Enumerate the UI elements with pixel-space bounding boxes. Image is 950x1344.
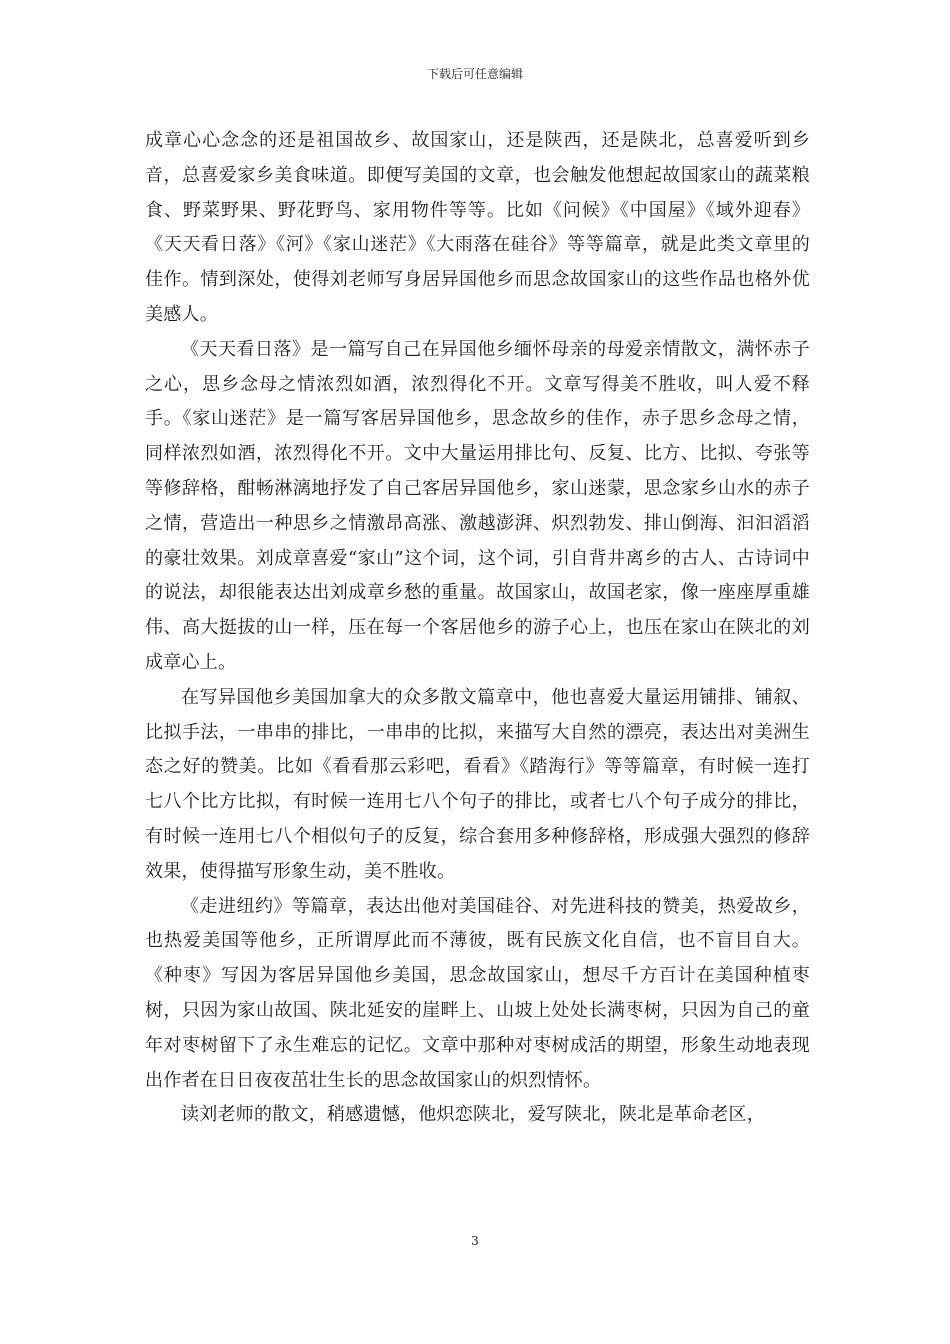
paragraph: 成章心心念念的还是祖国故乡、故国家山，还是陕西，还是陕北，总喜爱听到乡音，总喜爱家乡美食味道。即便写美国的文章，也会触发他想起故国家山的蔬菜粮食、野菜野果、野花野鸟、家用物件等等。比如《问候》《中国屋》《域外迎春》《天天看日落》《河》《家山迷茫》《大雨落在硅谷》等等篇章，就是此类文章里的佳作。情到深处，使得刘老师写身居异国他乡而思念故国家山的这些作品也格外优美感人。	[145, 130, 810, 325]
page-number: 3	[471, 1234, 479, 1248]
page-header: 下载后可任意编辑	[426, 67, 523, 81]
paragraph: 《天天看日落》是一篇写自己在异国他乡缅怀母亲的母爱亲情散文，满怀赤子之心，思乡念母之情浓烈如酒，浓烈得化不开。文章写得美不胜收，叫人爱不释手。《家山迷茫》是一篇写客居异国他乡，思念故乡的佳作，赤子思乡念母之情，同样浓烈如酒，浓烈得化不开。文中大量运用排比句、反复、比方、比拟、夸张等等修辞格，酣畅淋漓地抒发了自己客居异国他乡，家山迷蒙，思念家乡山水的赤子之情，营造出一种思乡之情激昂高涨、激越澎湃、炽烈勃发、排山倒海、汩汩滔滔的豪壮效果。刘成章喜爱“家山”这个词，这个词，引自背井离乡的古人、古诗词中的说法，却很能表达出刘成章乡愁的重量。故国家山，故国老家，像一座座厚重雄伟、高大挺拔的山一样，压在每一个客居他乡的游子心上，也压在家山在陕北的刘成章心上。	[145, 338, 810, 673]
paragraph: 《走进纽约》等篇章，表达出他对美国硅谷、对先进科技的赞美，热爱故乡，也热爱美国等他乡，正所谓厚此而不薄彼，既有民族文化自信，也不盲目自大。《种枣》写因为客居异国他乡美国，思念故国家山，想尽千方百计在美国种植枣树，只因为家山故国、陕北延安的崖畔上、山坡上处处长满枣树，只因为自己的童年对枣树留下了永生难忘的记忆。文章中那种对枣树成活的期望，形象生动地表现出作者在日日夜夜茁壮生长的思念故国家山的炽烈情怀。	[145, 895, 810, 1091]
body-text	[145, 124, 810, 1133]
paragraph: 在写异国他乡美国加拿大的众多散文篇章中，他也喜爱大量运用铺排、铺叙、比拟手法，一串串的排比，一串串的比拟，来描写大自然的漂亮，表达出对美洲生态之好的赞美。比如《看看那云彩吧，看看》《踏海行》等等篇章，有时候一连打七八个比方比拟，有时候一连用七八个句子的排比，或者七八个句子成分的排比，有时候一连用七八个相似句子的反复，综合套用多种修辞格，形成强大强烈的修辞效果，使得描写形象生动，美不胜收。	[145, 686, 810, 882]
paragraph: 读刘老师的散文，稍感遗憾，他炽恋陕北，爱写陕北，陕北是革命老区，	[181, 1104, 765, 1126]
